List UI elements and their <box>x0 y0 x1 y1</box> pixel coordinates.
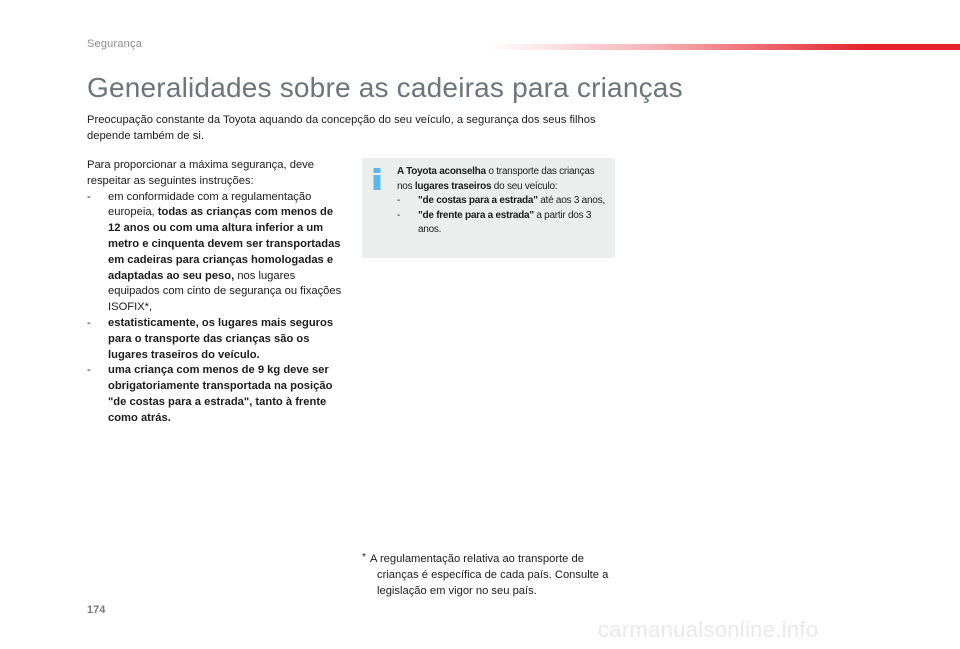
footnote-line: crianças é específica de cada país. Consulte a legislação em vigor no seu país. <box>377 568 609 597</box>
info-lead <box>397 165 607 194</box>
intro-paragraph: Preocupação constante da Toyota aquando da concepção do seu veículo, a segurança dos seus filhos depende também de si. <box>87 114 596 142</box>
section-label: Segurança <box>87 38 143 50</box>
info-lead-bold: lugares traseiros <box>414 180 492 192</box>
list-item-bold: estatisticamente, os lugares mais seguros para o transporte das crianças são os lugares traseiros do veículo. <box>108 316 334 361</box>
instructions-column <box>87 158 347 427</box>
list-item-bold: uma criança com menos de 9 kg deve ser obrigatoriamente transportada na posição "de costas para a estrada", tanto à frente como atrás. <box>108 364 333 424</box>
list-item-text: em conformidade com a regulamentação europeia, <box>108 190 312 219</box>
instructions-lead: Para proporcionar a máxima segurança, deve respeitar as seguintes instruções: <box>87 159 314 187</box>
info-box <box>362 158 615 258</box>
info-list <box>397 194 607 238</box>
page-number: 174 <box>87 604 106 616</box>
footnote-marker: * <box>362 552 366 563</box>
watermark: carmanualsonline.info <box>598 617 819 642</box>
info-icon <box>371 168 383 190</box>
footnote <box>362 552 622 599</box>
page-title: Generalidades sobre as cadeiras para crianças <box>87 72 683 103</box>
list-item-text: até aos 3 anos, <box>537 195 605 206</box>
list-item <box>87 316 347 363</box>
list-item-text: nos lugares equipados com cinto de segurança ou fixações ISOFIX*, <box>108 269 342 314</box>
info-lead-text: o transporte das crianças nos <box>397 166 595 192</box>
info-lead-text: do seu veículo: <box>491 180 558 192</box>
list-item <box>397 209 607 238</box>
list-dash: - <box>87 190 91 203</box>
list-dash: - <box>87 364 91 377</box>
list-item-bold: "de frente para a estrada" <box>418 209 534 221</box>
list-dash: - <box>87 316 91 329</box>
list-item-bold: "de costas para a estrada" <box>418 195 538 206</box>
list-dash: - <box>397 195 401 206</box>
list-item <box>87 363 347 426</box>
list-item-text: a partir dos 3 anos. <box>418 209 592 235</box>
instructions-list <box>87 190 347 427</box>
list-item-bold: todas as crianças com menos de 12 anos ou com uma altura inferior a um metro e cinquenta devem ser transportadas em cadeiras para crianças homologadas e adaptadas ao seu peso, <box>108 206 341 282</box>
list-item <box>397 194 607 209</box>
footnote-line: A regulamentação relativa ao transporte de <box>370 553 584 565</box>
list-dash: - <box>397 209 401 221</box>
list-item <box>87 190 347 316</box>
info-lead-bold: A Toyota aconselha <box>397 166 486 177</box>
header-accent-bar <box>488 44 960 50</box>
